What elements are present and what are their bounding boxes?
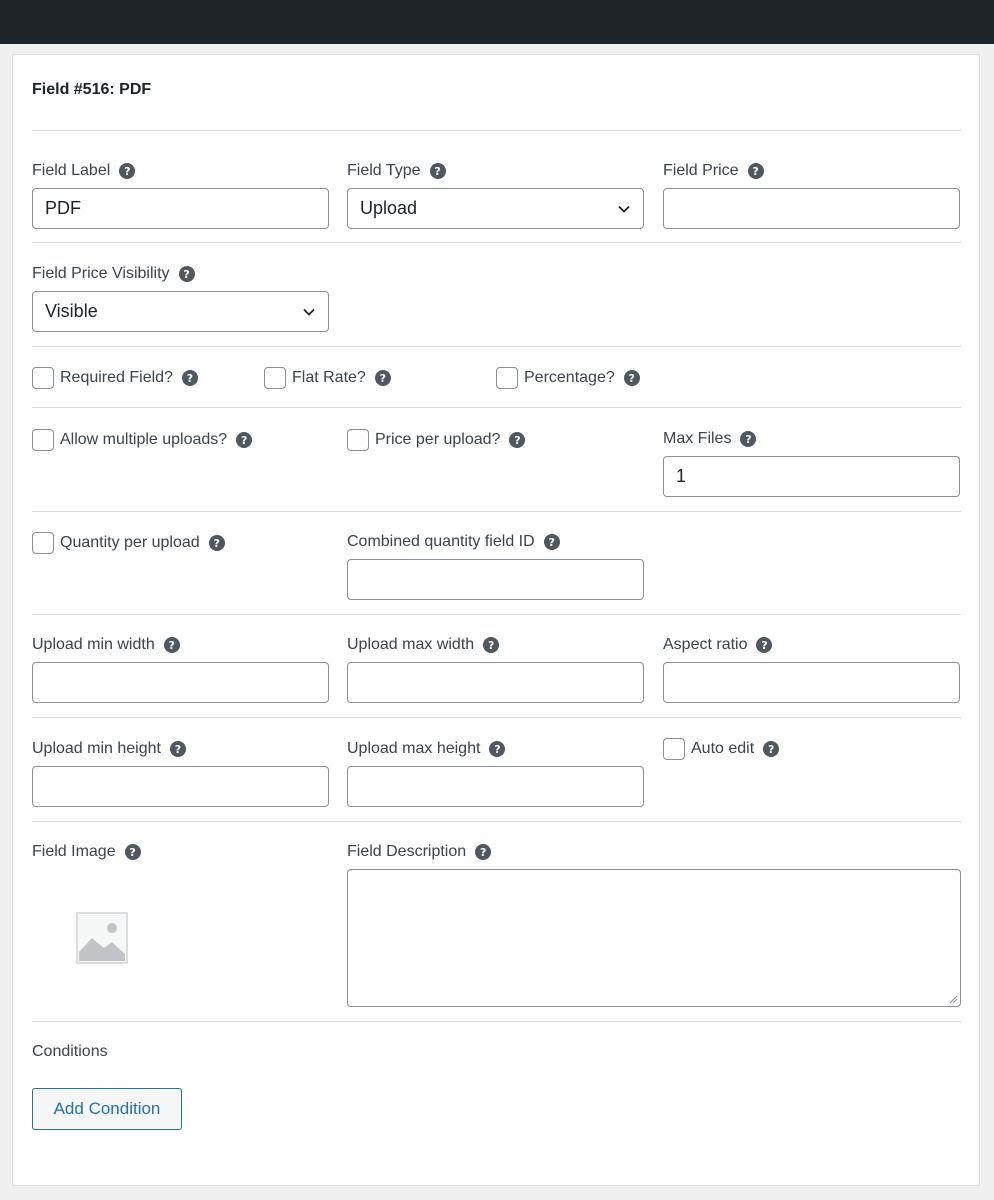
max-files-input[interactable]: 1 bbox=[663, 456, 960, 497]
multiple-uploads-option[interactable]: Allow multiple uploads? ? bbox=[32, 429, 252, 451]
field-description-label: Field Description ? bbox=[347, 842, 491, 862]
required-field-checkbox[interactable] bbox=[32, 367, 54, 389]
help-icon[interactable]: ? bbox=[544, 534, 560, 550]
help-icon[interactable]: ? bbox=[179, 266, 195, 282]
field-type-value: Upload bbox=[360, 198, 418, 218]
max-height-label: Upload max height ? bbox=[347, 739, 505, 759]
help-icon[interactable]: ? bbox=[509, 432, 525, 448]
divider bbox=[32, 242, 961, 243]
admin-top-bar bbox=[0, 0, 994, 44]
help-icon[interactable]: ? bbox=[182, 370, 198, 386]
divider bbox=[32, 130, 961, 131]
help-icon[interactable]: ? bbox=[430, 163, 446, 179]
aspect-ratio-label: Aspect ratio ? bbox=[663, 635, 772, 655]
divider bbox=[32, 821, 961, 822]
help-icon[interactable]: ? bbox=[740, 431, 756, 447]
min-width-label: Upload min width ? bbox=[32, 635, 180, 655]
resize-handle-icon[interactable] bbox=[948, 994, 958, 1004]
help-icon[interactable]: ? bbox=[489, 741, 505, 757]
flat-rate-option[interactable]: Flat Rate? ? bbox=[264, 367, 391, 389]
field-type-select[interactable] bbox=[347, 188, 644, 229]
field-image-label: Field Image ? bbox=[32, 842, 141, 862]
help-icon[interactable]: ? bbox=[236, 432, 252, 448]
divider bbox=[32, 346, 961, 347]
percentage-checkbox[interactable] bbox=[496, 367, 518, 389]
help-icon[interactable]: ? bbox=[483, 637, 499, 653]
help-icon[interactable]: ? bbox=[763, 741, 779, 757]
min-width-input[interactable] bbox=[32, 662, 329, 703]
help-icon[interactable]: ? bbox=[164, 637, 180, 653]
divider bbox=[32, 614, 961, 615]
field-title: Field #516: PDF bbox=[32, 81, 152, 98]
divider bbox=[32, 1021, 961, 1022]
help-icon[interactable]: ? bbox=[756, 637, 772, 653]
percentage-option[interactable]: Percentage? ? bbox=[496, 367, 640, 389]
aspect-ratio-input[interactable] bbox=[663, 662, 960, 703]
help-icon[interactable]: ? bbox=[748, 163, 764, 179]
price-visibility-select[interactable] bbox=[32, 291, 329, 332]
field-type-label: Field Type ? bbox=[347, 161, 446, 181]
max-width-label: Upload max width ? bbox=[347, 635, 499, 655]
field-description-textarea[interactable] bbox=[347, 869, 961, 1007]
auto-edit-option[interactable]: Auto edit ? bbox=[663, 738, 779, 760]
divider bbox=[32, 511, 961, 512]
combined-quantity-label: Combined quantity field ID ? bbox=[347, 532, 560, 552]
chevron-down-icon bbox=[617, 202, 631, 216]
quantity-per-upload-option[interactable]: Quantity per upload ? bbox=[32, 532, 225, 554]
conditions-heading: Conditions bbox=[32, 1043, 108, 1060]
min-height-input[interactable] bbox=[32, 766, 329, 807]
max-files-label: Max Files ? bbox=[663, 429, 756, 449]
max-height-input[interactable] bbox=[347, 766, 644, 807]
divider bbox=[32, 717, 961, 718]
help-icon[interactable]: ? bbox=[209, 535, 225, 551]
flat-rate-checkbox[interactable] bbox=[264, 367, 286, 389]
price-visibility-value: Visible bbox=[45, 301, 98, 321]
help-icon[interactable]: ? bbox=[125, 844, 141, 860]
field-panel bbox=[12, 54, 980, 1186]
image-placeholder-icon[interactable] bbox=[76, 912, 128, 964]
required-field-option[interactable]: Required Field? ? bbox=[32, 367, 198, 389]
multiple-uploads-checkbox[interactable] bbox=[32, 429, 54, 451]
price-visibility-label: Field Price Visibility ? bbox=[32, 264, 195, 284]
chevron-down-icon bbox=[302, 305, 316, 319]
auto-edit-checkbox[interactable] bbox=[663, 738, 685, 760]
max-width-input[interactable] bbox=[347, 662, 644, 703]
help-icon[interactable]: ? bbox=[624, 370, 640, 386]
combined-quantity-input[interactable] bbox=[347, 559, 644, 600]
field-label-input[interactable]: PDF bbox=[32, 188, 329, 229]
divider bbox=[32, 407, 961, 408]
quantity-per-upload-checkbox[interactable] bbox=[32, 532, 54, 554]
price-per-upload-checkbox[interactable] bbox=[347, 429, 369, 451]
add-condition-button[interactable]: Add Condition bbox=[32, 1088, 182, 1130]
price-per-upload-option[interactable]: Price per upload? ? bbox=[347, 429, 525, 451]
min-height-label: Upload min height ? bbox=[32, 739, 186, 759]
field-label-label: Field Label ? bbox=[32, 161, 135, 181]
help-icon[interactable]: ? bbox=[119, 163, 135, 179]
field-price-input[interactable] bbox=[663, 188, 960, 229]
help-icon[interactable]: ? bbox=[375, 370, 391, 386]
field-price-label: Field Price ? bbox=[663, 161, 764, 181]
help-icon[interactable]: ? bbox=[170, 741, 186, 757]
help-icon[interactable]: ? bbox=[475, 844, 491, 860]
